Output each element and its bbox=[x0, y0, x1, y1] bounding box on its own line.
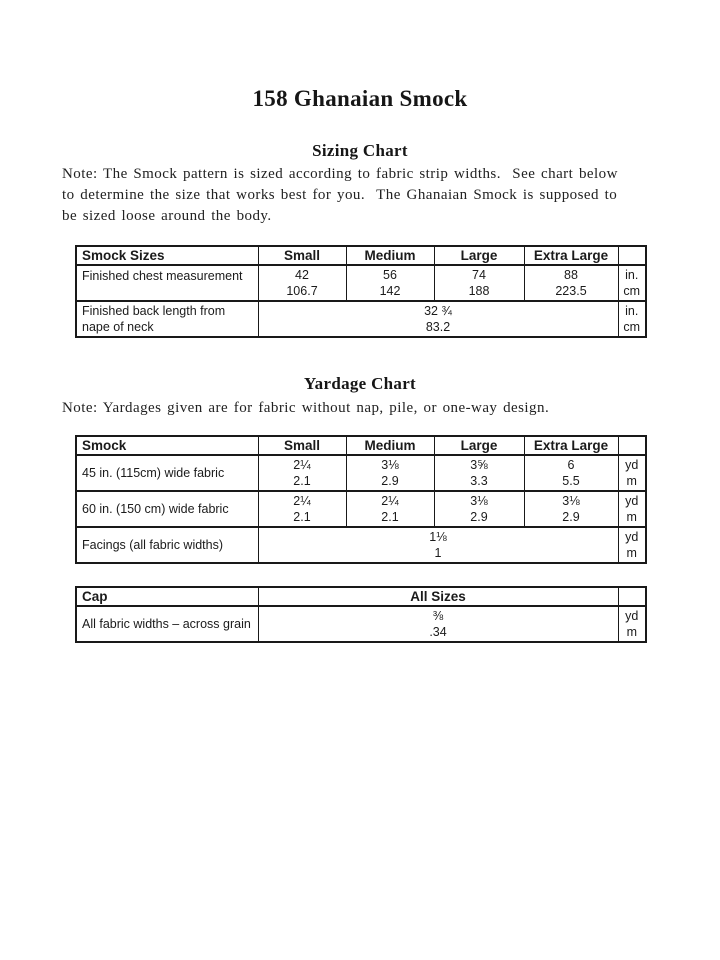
sizing-header-extra-large: Extra Large bbox=[524, 246, 618, 265]
sizing-header-medium: Medium bbox=[346, 246, 434, 265]
unit-cell-cap: yd m bbox=[618, 606, 646, 642]
row-label-back-length: Finished back length from nape of neck bbox=[76, 301, 258, 337]
cap-table bbox=[75, 586, 647, 643]
yardage-header-units-cell bbox=[618, 436, 646, 455]
value-cell-chest-small: 42 106.7 bbox=[258, 265, 346, 301]
row-label-45in-fabric: 45 in. (115cm) wide fabric bbox=[76, 455, 258, 491]
value-cell-chest-large: 74 188 bbox=[434, 265, 524, 301]
cap-header-units-cell bbox=[618, 587, 646, 606]
value-cell-back-length-all-sizes: 32 ¾ 83.2 bbox=[258, 301, 618, 337]
page-title: 158 Ghanaian Smock bbox=[252, 86, 468, 111]
yardage-note-line: Note: Yardages given are for fabric without nap, pile, or one-way design. bbox=[62, 400, 550, 416]
sizing-note-line: to determine the size that works best for you. The Ghanaian Smock is supposed to bbox=[62, 187, 618, 203]
yardage-table-header-row bbox=[76, 436, 646, 455]
row-label-facings: Facings (all fabric widths) bbox=[76, 527, 258, 563]
unit-cell-facings: yd m bbox=[618, 527, 646, 563]
row-label-chest-measurement: Finished chest measurement bbox=[76, 265, 258, 301]
yardage-header-medium: Medium bbox=[346, 436, 434, 455]
sizing-table-header-row bbox=[76, 246, 646, 265]
unit-cell-60in: yd m bbox=[618, 491, 646, 527]
value-cell-45in-small: 2¼ 2.1 bbox=[258, 455, 346, 491]
cap-header-label: Cap bbox=[76, 587, 258, 606]
table-row-45in-fabric bbox=[76, 455, 646, 491]
sizing-table bbox=[75, 245, 647, 338]
sizing-note-line: be sized loose around the body. bbox=[62, 208, 272, 224]
value-cell-chest-medium: 56 142 bbox=[346, 265, 434, 301]
value-cell-facings-all-sizes: 1⅛ 1 bbox=[258, 527, 618, 563]
value-cell-45in-extra-large: 6 5.5 bbox=[524, 455, 618, 491]
sizing-header-large: Large bbox=[434, 246, 524, 265]
cap-table-header-row bbox=[76, 587, 646, 606]
table-row-back-length bbox=[76, 301, 646, 337]
unit-cell-chest: in. cm bbox=[618, 265, 646, 301]
table-row-chest-measurement bbox=[76, 265, 646, 301]
sizing-note-line: Note: The Smock pattern is sized according to fabric strip widths. See chart below bbox=[62, 166, 618, 182]
yardage-header-label: Smock bbox=[76, 436, 258, 455]
row-label-cap-yardage: All fabric widths – across grain bbox=[76, 606, 258, 642]
value-cell-45in-large: 3⅝ 3.3 bbox=[434, 455, 524, 491]
yardage-header-large: Large bbox=[434, 436, 524, 455]
sizing-header-small: Small bbox=[258, 246, 346, 265]
yardage-note bbox=[62, 398, 549, 419]
sizing-chart-heading: Sizing Chart bbox=[312, 141, 408, 160]
value-cell-cap-all-sizes: ⅜ .34 bbox=[258, 606, 618, 642]
cap-header-all-sizes: All Sizes bbox=[258, 587, 618, 606]
sizing-header-units-cell bbox=[618, 246, 646, 265]
value-cell-chest-extra-large: 88 223.5 bbox=[524, 265, 618, 301]
table-row-60in-fabric bbox=[76, 491, 646, 527]
yardage-header-extra-large: Extra Large bbox=[524, 436, 618, 455]
value-cell-60in-large: 3⅛ 2.9 bbox=[434, 491, 524, 527]
yardage-chart-heading: Yardage Chart bbox=[303, 374, 417, 393]
unit-cell-back-length: in. cm bbox=[618, 301, 646, 337]
value-cell-60in-medium: 2¼ 2.1 bbox=[346, 491, 434, 527]
yardage-header-small: Small bbox=[258, 436, 346, 455]
unit-cell-45in: yd m bbox=[618, 455, 646, 491]
value-cell-60in-small: 2¼ 2.1 bbox=[258, 491, 346, 527]
table-row-cap-yardage bbox=[76, 606, 646, 642]
sizing-note bbox=[62, 164, 618, 227]
row-label-60in-fabric: 60 in. (150 cm) wide fabric bbox=[76, 491, 258, 527]
value-cell-45in-medium: 3⅛ 2.9 bbox=[346, 455, 434, 491]
sizing-header-label: Smock Sizes bbox=[76, 246, 258, 265]
value-cell-60in-extra-large: 3⅛ 2.9 bbox=[524, 491, 618, 527]
table-row-facings bbox=[76, 527, 646, 563]
yardage-table bbox=[75, 435, 647, 564]
